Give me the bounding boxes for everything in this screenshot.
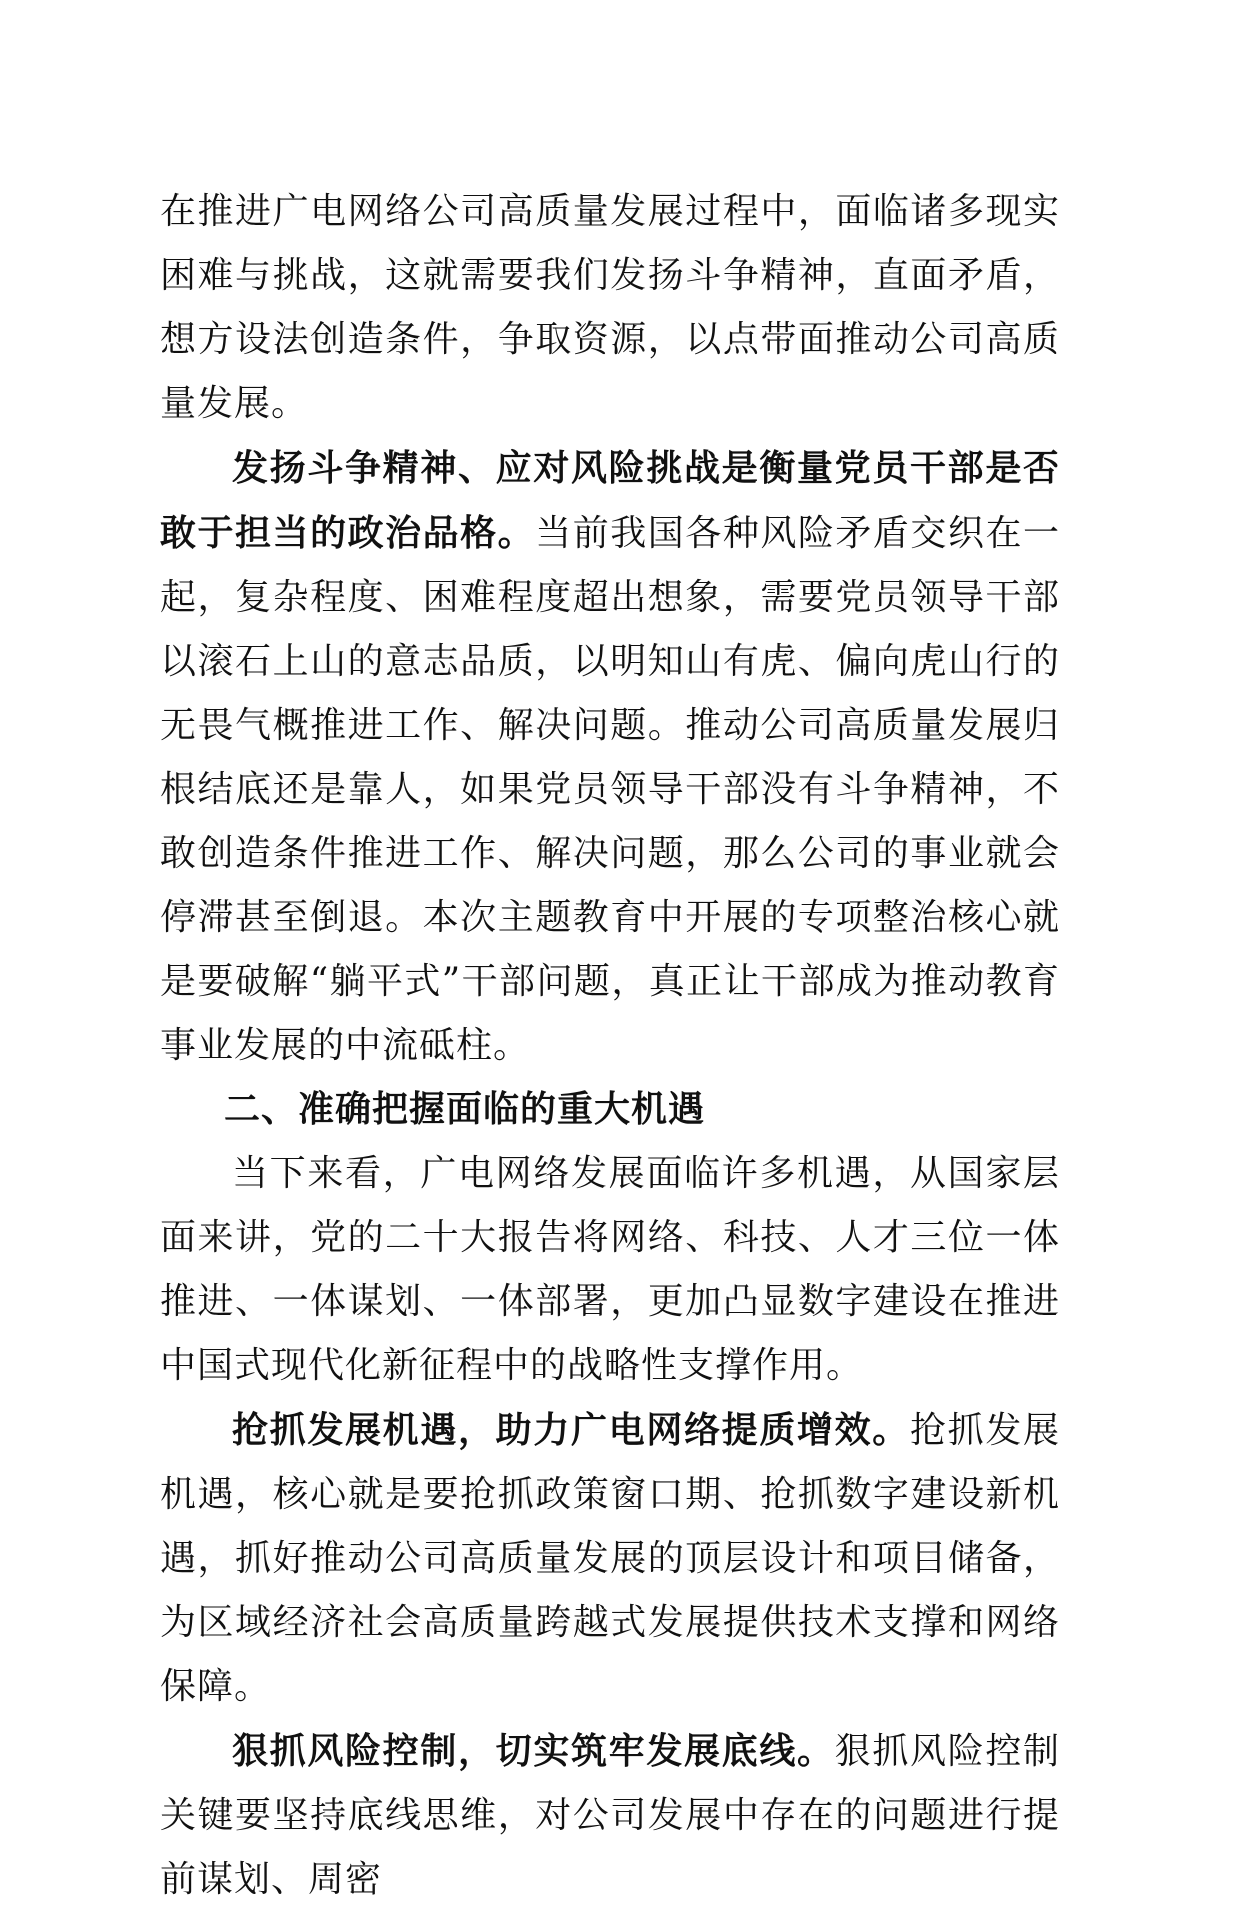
paragraph-opportunities	[160, 1142, 1060, 1398]
paragraph-text: 当下来看，广电网络发展面临许多机遇，从国家层面来讲，党的二十大报告将网络、科技、人才三位一体推进、一体谋划、一体部署，更加凸显数字建设在推进中国式现代化新征程中的战略性支撑作用。	[160, 1153, 1060, 1386]
paragraph-seize-opportunities	[160, 1398, 1060, 1719]
paragraph-struggle-spirit	[160, 436, 1060, 1078]
paragraph-risk-control	[160, 1719, 1060, 1912]
paragraph-lead: 发扬斗争精神、应对风险挑战是衡量党员干部是否敢于担当的政治品格。	[160, 447, 1060, 554]
paragraph-text: 抢抓发展机遇，核心就是要抢抓政策窗口期、抢抓数字建设新机遇，抓好推动公司高质量发展的顶层设计和项目储备，为区域经济社会高质量跨越式发展提供技术支撑和网络保障。	[160, 1410, 1060, 1707]
paragraph-text: 狠抓风险控制关键要坚持底线思维，对公司发展中存在的问题进行提前谋划、周密	[160, 1731, 1060, 1900]
document-page	[160, 180, 1060, 1912]
paragraph-text: 在推进广电网络公司高质量发展过程中，面临诸多现实困难与挑战，这就需要我们发扬斗争精神，直面矛盾，想方设法创造条件，争取资源，以点带面推动公司高质量发展。	[160, 191, 1060, 424]
paragraph-lead: 狠抓风险控制，切实筑牢发展底线。	[232, 1730, 835, 1772]
paragraph-continuation	[160, 180, 1060, 436]
paragraph-lead: 抢抓发展机遇，助力广电网络提质增效。	[232, 1409, 910, 1451]
paragraph-text: 当前我国各种风险矛盾交织在一起，复杂程度、困难程度超出想象，需要党员领导干部以滚石上山的意志品质，以明知山有虎、偏向虎山行的无畏气概推进工作、解决问题。推动公司高质量发展归根结底还是靠人，如果党员领导干部没有斗争精神，不敢创造条件推进工作、解决问题，那么公司的事业就会停滞甚至倒退。本次主题教育中开展的专项整治核心就是要破解“躺平式”干部问题，真正让干部成为推动教育事业发展的中流砥柱。	[160, 513, 1060, 1066]
section-heading: 二、准确把握面临的重大机遇	[224, 1089, 706, 1130]
